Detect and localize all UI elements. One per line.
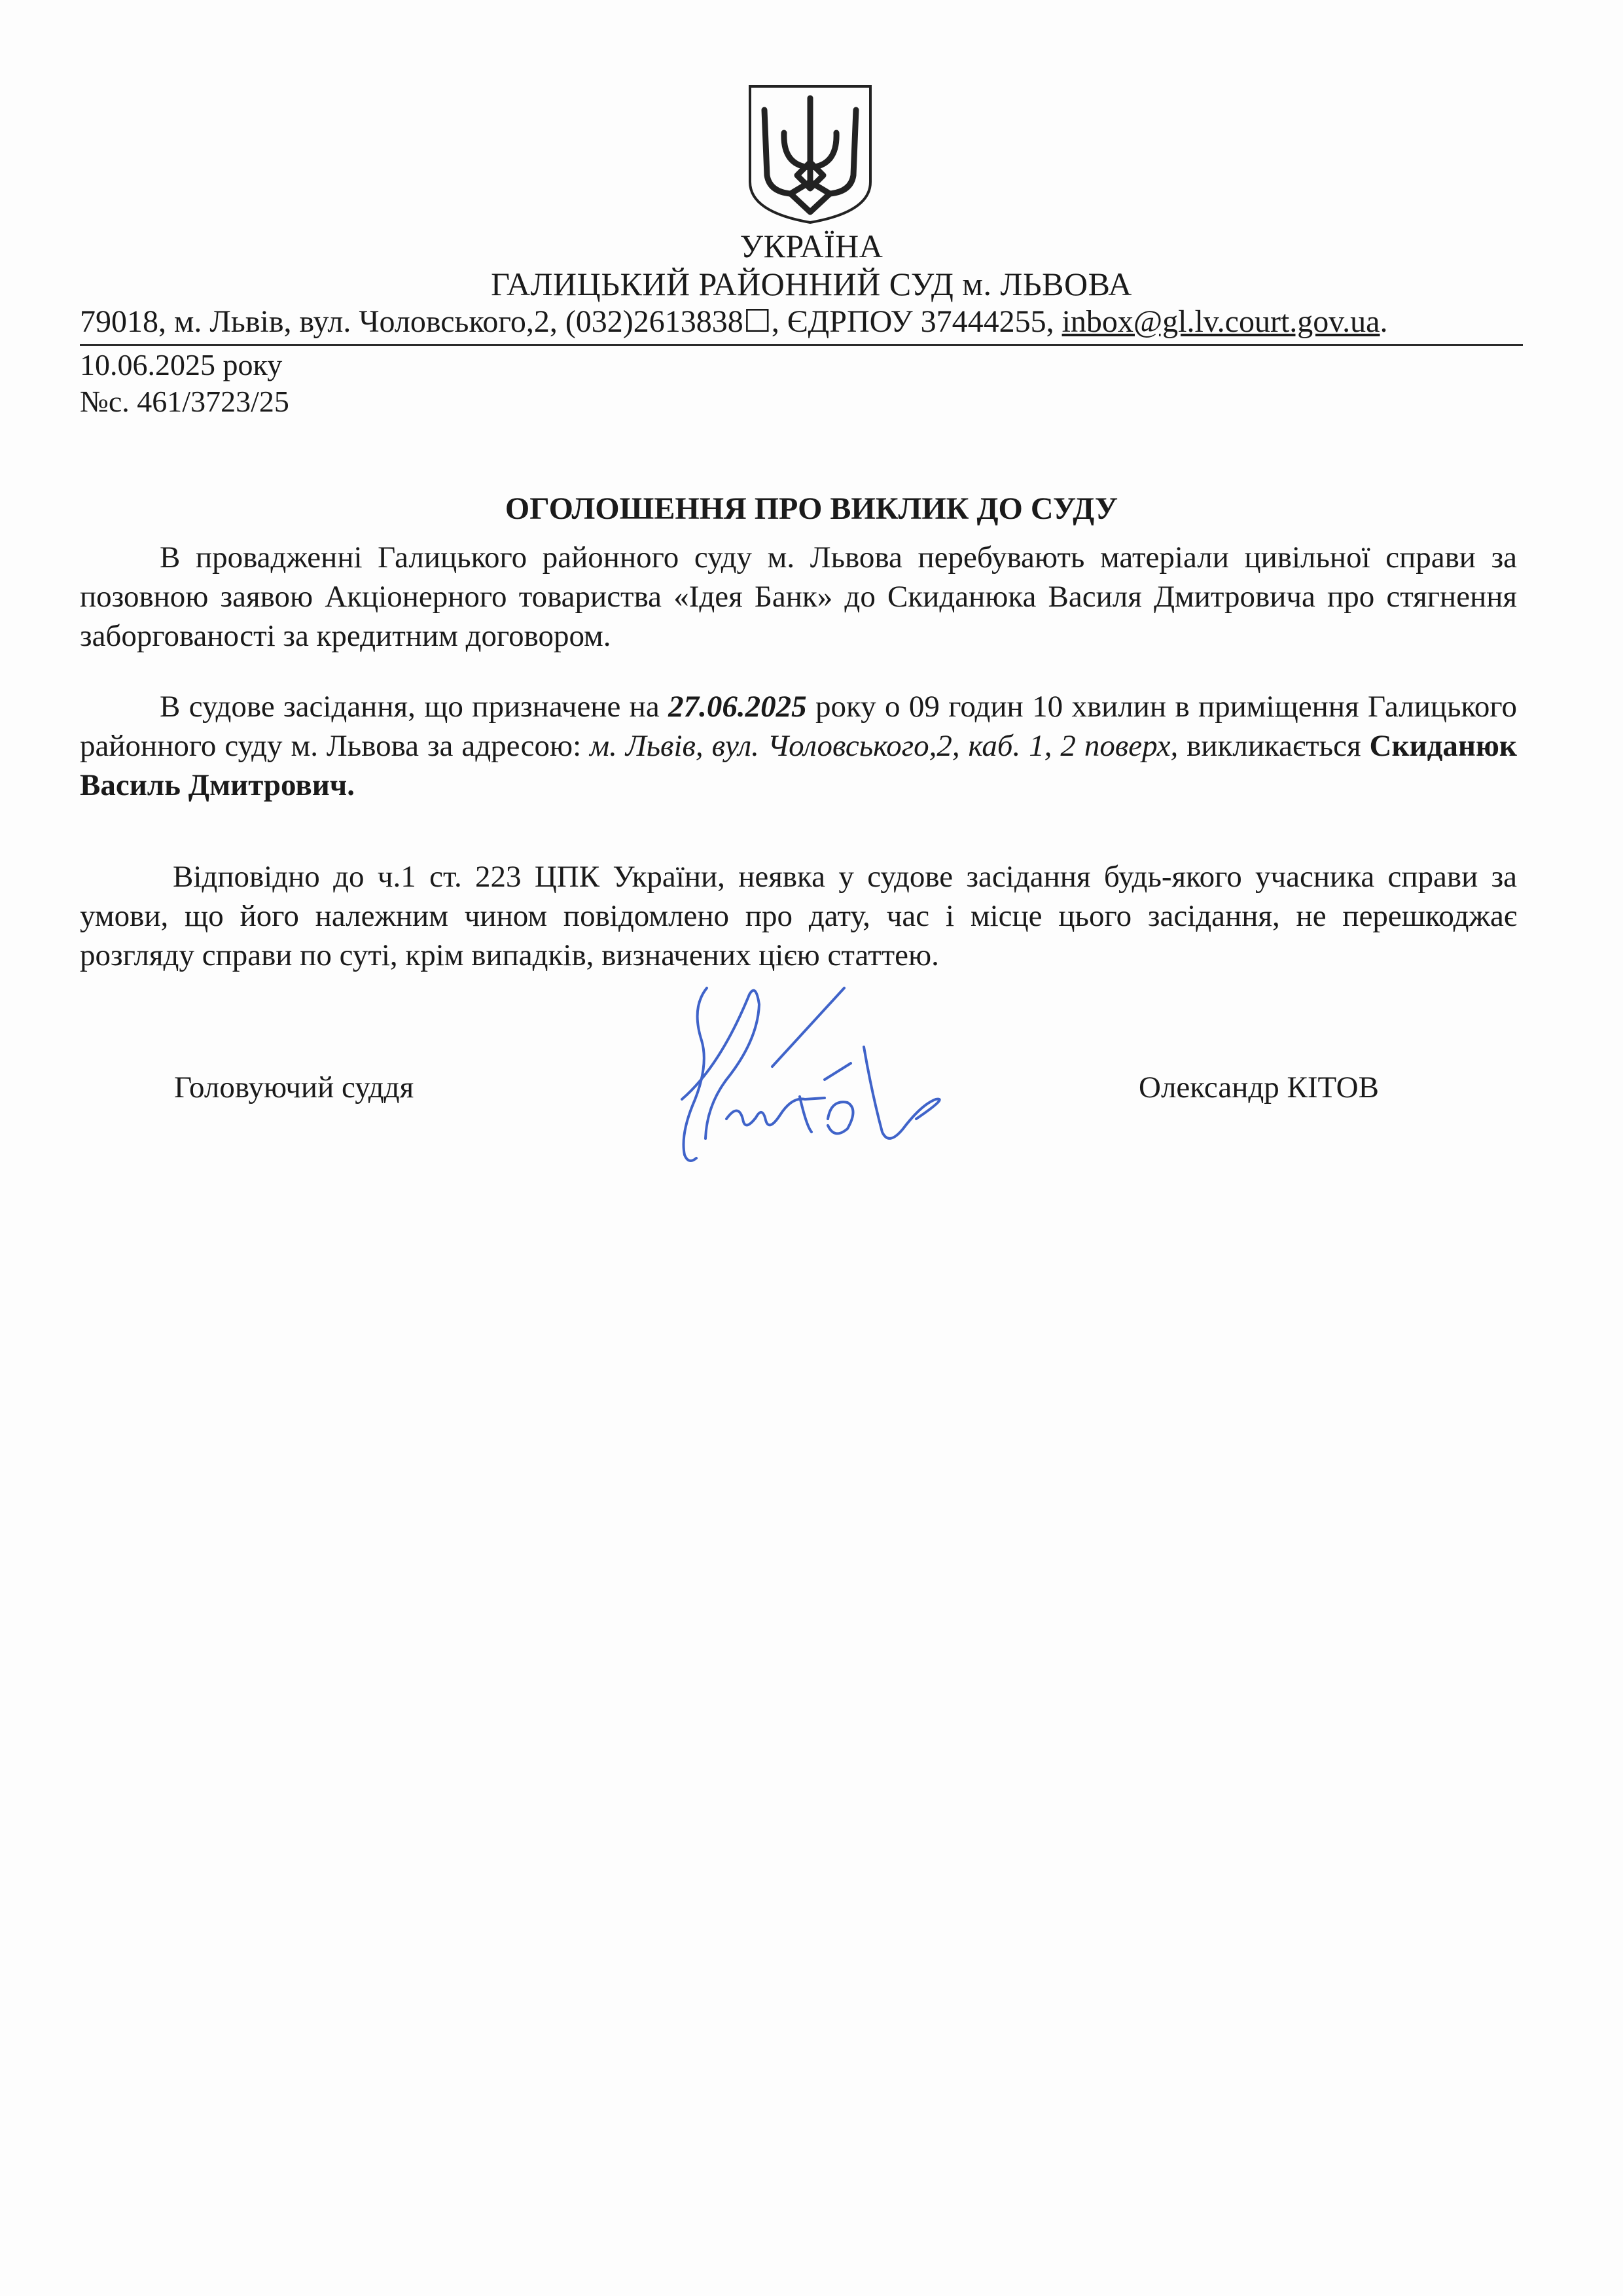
paragraph-case-text: В провадженні Галицького районного суду м. Львова перебувають матеріали цивільної справи за позовною заявою Акціонерного товариства «Ідея Банк» до Скиданюка Василя Дмитровича про стягнення заборгованості за кредитним договором. (80, 540, 1517, 653)
paragraph-case (80, 538, 1517, 656)
document-date: 10.06.2025 року (80, 348, 283, 381)
contacts-address: 79018, м. Львів, вул. Чоловського,2, (032)2613838 (80, 304, 743, 339)
handwritten-signature (628, 968, 969, 1184)
contacts-edrpou: , ЄДРПОУ 37444255, (771, 304, 1062, 339)
summoned-person: Скиданюк Василь Дмитрович. (80, 729, 1517, 802)
header-country: УКРАЇНА (740, 228, 883, 264)
header-court-name: ГАЛИЦЬКИЙ РАЙОННИЙ СУД м. ЛЬВОВА (491, 266, 1132, 302)
paragraph-hearing (80, 687, 1517, 805)
court-contacts (80, 302, 1520, 342)
hearing-text-1: В судове засідання, що призначене на (160, 690, 669, 724)
header-divider (80, 344, 1523, 346)
hearing-text-3: викликається (1178, 729, 1370, 763)
signature-name: Олександр КІТОВ (1139, 1070, 1379, 1104)
paragraph-law (80, 857, 1517, 975)
email-link[interactable]: inbox@gl.lv.court.gov.ua (1061, 304, 1380, 339)
contacts-suffix: . (1380, 304, 1388, 339)
hearing-address: м. Львів, вул. Чоловського,2, каб. 1, 2 поверх, (590, 729, 1179, 763)
hearing-text-2: року о 09 годин 10 хвилин в приміщення Галицького районного суду м. Львова за адресою: (80, 690, 1517, 763)
paragraph-law-text: Відповідно до ч.1 ст. 223 ЦПК України, неявка у судове засідання будь-якого учасника справи за умови, що його належним чином повідомлено про дату, час і місце цього засідання, не перешкоджає розгляду справи по суті, крім випадків, визначених цією статтею. (80, 860, 1517, 972)
signature-role: Головуючий суддя (174, 1070, 414, 1104)
document-title: ОГОЛОШЕННЯ ПРО ВИКЛИК ДО СУДУ (505, 491, 1118, 526)
phone-icon: ☐ (743, 304, 772, 339)
paragraph-hearing-text (80, 687, 1517, 805)
trident-emblem-icon (745, 84, 876, 224)
document-number: №с. 461/3723/25 (80, 385, 289, 418)
hearing-date: 27.06.2025 (668, 690, 807, 724)
